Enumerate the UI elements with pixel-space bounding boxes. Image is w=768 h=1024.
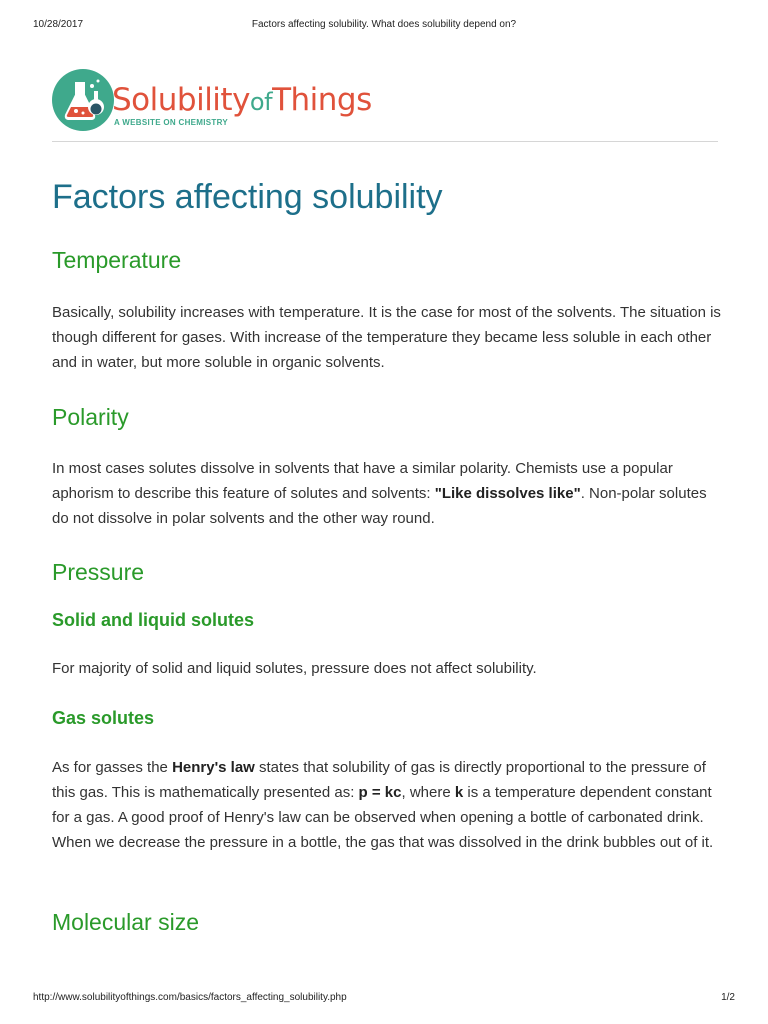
header-divider — [52, 141, 718, 142]
gas-text-2: states that solubility of gas is directly proportional to the pressure of this gas. This is mathematically presented as: — [52, 759, 706, 801]
article-title: Factors affecting solubility — [52, 178, 443, 216]
print-date: 10/28/2017 — [33, 19, 84, 30]
paragraph-gas-solutes — [52, 755, 722, 855]
polarity-aphorism: "Like dissolves like" — [434, 485, 581, 502]
paragraph-polarity — [52, 456, 722, 531]
paragraph-temperature: Basically, solubility increases with temperature. It is the case for most of the solvents. The situation is though different for gases. With increase of the temperature they became less soluble in each other and in water, but more soluble in organic solvents. — [52, 304, 721, 371]
paragraph-solid-liquid: For majority of solid and liquid solutes, pressure does not affect solubility. — [52, 660, 537, 677]
henrys-law-formula: p = kc — [358, 784, 402, 801]
print-page-title: Factors affecting solubility. What does solubility depend on? — [251, 19, 517, 30]
logo-tagline: A WEBSITE ON CHEMISTRY — [114, 118, 229, 127]
heading-solid-liquid-solutes: Solid and liquid solutes — [52, 610, 255, 630]
page-number: 1/2 — [721, 992, 735, 1003]
logo-word-things: Things — [272, 82, 372, 118]
henrys-law-term: Henry's law — [172, 759, 255, 776]
flask-logo-icon — [52, 69, 114, 131]
heading-gas-solutes: Gas solutes — [52, 708, 155, 728]
logo-word-solubility: Solubility — [112, 82, 250, 118]
heading-pressure: Pressure — [52, 559, 145, 585]
heading-temperature: Temperature — [52, 247, 182, 273]
logo-word-of: of — [249, 88, 273, 116]
page-url-link[interactable]: http://www.solubilityofthings.com/basics/factors_affecting_solubility.php — [33, 992, 347, 1003]
logo-wordmark — [112, 82, 372, 118]
polarity-text-before: In most cases solutes dissolve in solvents that have a similar polarity. Chemists use a popular aphorism to describe this feature of solutes and solvents: — [52, 460, 673, 502]
heading-molecular-size: Molecular size — [52, 909, 199, 935]
print-header — [0, 0, 768, 30]
gas-text-1: As for gasses the — [52, 759, 173, 776]
gas-text-3: , where — [401, 784, 455, 801]
constant-k: k — [454, 784, 464, 801]
polarity-text-after: . Non-polar solutes do not dissolve in polar solvents and the other way round. — [52, 485, 707, 527]
heading-polarity: Polarity — [52, 404, 129, 430]
site-logo[interactable] — [52, 68, 392, 134]
gas-text-4: is a temperature dependent constant for a gas. A good proof of Henry's law can be observed when opening a bottle of carbonated drink. When we decrease the pressure in a bottle, the gas that was dissolved in the drink bubbles out of it. — [52, 784, 714, 851]
